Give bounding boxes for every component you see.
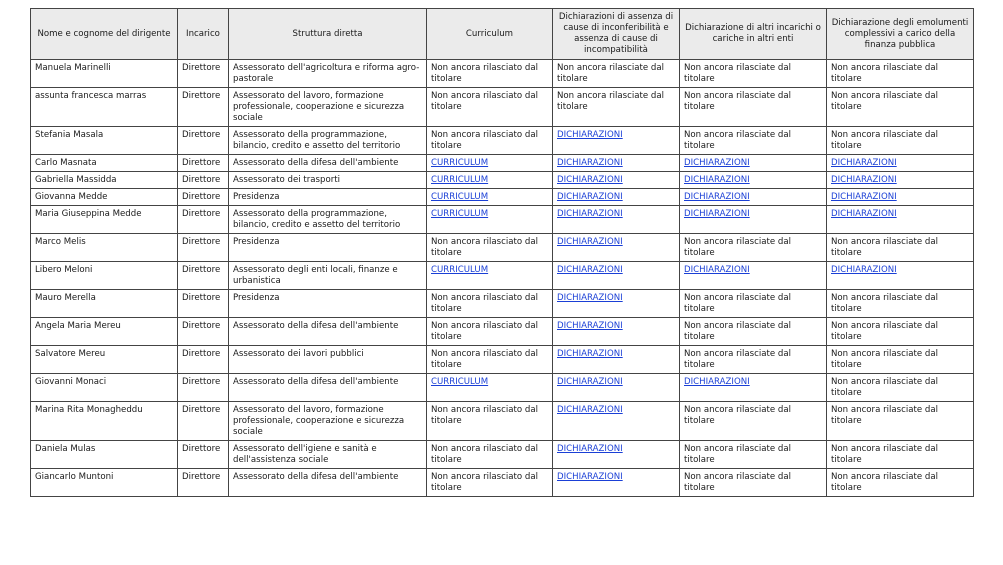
dichiarazioni-link[interactable]: DICHIARAZIONI (831, 192, 897, 202)
dichiarazioni-link[interactable]: DICHIARAZIONI (831, 175, 897, 185)
cell-nome: Salvatore Mereu (31, 346, 178, 374)
cell-curriculum: Non ancora rilasciato dal titolare (427, 469, 553, 497)
dichiarazioni-link[interactable]: DICHIARAZIONI (684, 377, 750, 387)
dichiarazioni-link[interactable]: DICHIARAZIONI (557, 237, 623, 247)
cell-dich-emolumenti: Non ancora rilasciate dal titolare (827, 88, 974, 127)
cell-dich-altri-incarichi: Non ancora rilasciate dal titolare (680, 88, 827, 127)
cell-struttura: Assessorato del lavoro, formazione professionale, cooperazione e sicurezza sociale (229, 88, 427, 127)
cell-incarico: Direttore (178, 402, 229, 441)
cell-curriculum (427, 189, 553, 206)
dichiarazioni-link[interactable]: DICHIARAZIONI (557, 209, 623, 219)
cell-incarico: Direttore (178, 88, 229, 127)
curriculum-link[interactable]: CURRICULUM (431, 209, 489, 219)
cell-dich-emolumenti: Non ancora rilasciate dal titolare (827, 318, 974, 346)
table-row (31, 234, 974, 262)
cell-dich-altri-incarichi (680, 206, 827, 234)
cell-dich-altri-incarichi (680, 172, 827, 189)
header-dich-inconferibilita: Dichiarazioni di assenza di cause di inconferibilità e assenza di cause di incompatibilità (553, 9, 680, 60)
cell-dich-inconferibilita (553, 402, 680, 441)
cell-curriculum (427, 374, 553, 402)
cell-nome: Stefania Masala (31, 127, 178, 155)
cell-struttura: Presidenza (229, 189, 427, 206)
header-dich-emolumenti: Dichiarazione degli emolumenti complessivi a carico della finanza pubblica (827, 9, 974, 60)
dichiarazioni-link[interactable]: DICHIARAZIONI (557, 175, 623, 185)
cell-dich-altri-incarichi: Non ancora rilasciate dal titolare (680, 346, 827, 374)
cell-dich-emolumenti: Non ancora rilasciate dal titolare (827, 290, 974, 318)
table-header-row (31, 9, 974, 60)
cell-nome: Libero Meloni (31, 262, 178, 290)
cell-nome: Giovanni Monaci (31, 374, 178, 402)
dichiarazioni-link[interactable]: DICHIARAZIONI (557, 349, 623, 359)
table-row (31, 206, 974, 234)
cell-dich-inconferibilita (553, 469, 680, 497)
cell-dich-inconferibilita (553, 346, 680, 374)
cell-curriculum: Non ancora rilasciato dal titolare (427, 88, 553, 127)
cell-curriculum: Non ancora rilasciato dal titolare (427, 346, 553, 374)
cell-nome: assunta francesca marras (31, 88, 178, 127)
dichiarazioni-link[interactable]: DICHIARAZIONI (557, 293, 623, 303)
cell-dich-inconferibilita: Non ancora rilasciate dal titolare (553, 60, 680, 88)
cell-dich-inconferibilita (553, 127, 680, 155)
curriculum-link[interactable]: CURRICULUM (431, 265, 489, 275)
dichiarazioni-link[interactable]: DICHIARAZIONI (557, 377, 623, 387)
table-row (31, 155, 974, 172)
cell-dich-inconferibilita (553, 155, 680, 172)
curriculum-link[interactable]: CURRICULUM (431, 158, 489, 168)
cell-dich-inconferibilita (553, 374, 680, 402)
cell-nome: Mauro Merella (31, 290, 178, 318)
cell-dich-altri-incarichi (680, 189, 827, 206)
cell-struttura: Assessorato dell'igiene e sanità e dell'assistenza sociale (229, 441, 427, 469)
cell-nome: Marco Melis (31, 234, 178, 262)
document-page (30, 8, 974, 497)
cell-incarico: Direttore (178, 60, 229, 88)
table-row (31, 318, 974, 346)
dichiarazioni-link[interactable]: DICHIARAZIONI (684, 175, 750, 185)
cell-dich-emolumenti: Non ancora rilasciate dal titolare (827, 127, 974, 155)
cell-struttura: Assessorato della programmazione, bilancio, credito e assetto del territorio (229, 127, 427, 155)
cell-struttura: Assessorato del lavoro, formazione professionale, cooperazione e sicurezza sociale (229, 402, 427, 441)
dichiarazioni-link[interactable]: DICHIARAZIONI (557, 158, 623, 168)
cell-nome: Maria Giuseppina Medde (31, 206, 178, 234)
cell-dich-inconferibilita (553, 290, 680, 318)
cell-struttura: Assessorato degli enti locali, finanze e urbanistica (229, 262, 427, 290)
cell-dich-inconferibilita (553, 262, 680, 290)
cell-struttura: Assessorato della difesa dell'ambiente (229, 155, 427, 172)
cell-dich-inconferibilita: Non ancora rilasciate dal titolare (553, 88, 680, 127)
cell-nome: Giovanna Medde (31, 189, 178, 206)
dichiarazioni-link[interactable]: DICHIARAZIONI (684, 265, 750, 275)
cell-dich-inconferibilita (553, 234, 680, 262)
cell-dich-altri-incarichi: Non ancora rilasciate dal titolare (680, 469, 827, 497)
cell-incarico: Direttore (178, 346, 229, 374)
cell-incarico: Direttore (178, 469, 229, 497)
cell-dich-inconferibilita (553, 189, 680, 206)
cell-incarico: Direttore (178, 234, 229, 262)
cell-curriculum: Non ancora rilasciato dal titolare (427, 318, 553, 346)
cell-nome: Angela Maria Mereu (31, 318, 178, 346)
cell-dich-emolumenti: Non ancora rilasciate dal titolare (827, 234, 974, 262)
table-row (31, 88, 974, 127)
cell-nome: Giancarlo Muntoni (31, 469, 178, 497)
cell-curriculum: Non ancora rilasciato dal titolare (427, 441, 553, 469)
cell-dich-altri-incarichi: Non ancora rilasciate dal titolare (680, 290, 827, 318)
header-dich-altri-incarichi: Dichiarazione di altri incarichi o cariche in altri enti (680, 9, 827, 60)
cell-curriculum: Non ancora rilasciato dal titolare (427, 290, 553, 318)
table-row (31, 127, 974, 155)
dichiarazioni-link[interactable]: DICHIARAZIONI (684, 192, 750, 202)
cell-curriculum: Non ancora rilasciato dal titolare (427, 60, 553, 88)
cell-struttura: Assessorato dei trasporti (229, 172, 427, 189)
cell-struttura: Assessorato dei lavori pubblici (229, 346, 427, 374)
dichiarazioni-link[interactable]: DICHIARAZIONI (684, 209, 750, 219)
cell-dich-altri-incarichi: Non ancora rilasciate dal titolare (680, 441, 827, 469)
cell-incarico: Direttore (178, 441, 229, 469)
cell-nome: Daniela Mulas (31, 441, 178, 469)
cell-struttura: Assessorato della difesa dell'ambiente (229, 318, 427, 346)
cell-struttura: Assessorato della difesa dell'ambiente (229, 469, 427, 497)
cell-dich-emolumenti: Non ancora rilasciate dal titolare (827, 60, 974, 88)
cell-nome: Manuela Marinelli (31, 60, 178, 88)
table-row (31, 469, 974, 497)
cell-incarico: Direttore (178, 262, 229, 290)
cell-nome: Gabriella Massidda (31, 172, 178, 189)
cell-incarico: Direttore (178, 172, 229, 189)
dichiarazioni-link[interactable]: DICHIARAZIONI (557, 444, 623, 454)
cell-dich-altri-incarichi: Non ancora rilasciate dal titolare (680, 318, 827, 346)
curriculum-link[interactable]: CURRICULUM (431, 192, 489, 202)
table-body (31, 60, 974, 497)
cell-incarico: Direttore (178, 374, 229, 402)
cell-dich-emolumenti (827, 262, 974, 290)
cell-dich-emolumenti (827, 155, 974, 172)
cell-dich-emolumenti (827, 206, 974, 234)
header-curriculum: Curriculum (427, 9, 553, 60)
dichiarazioni-link[interactable]: DICHIARAZIONI (557, 130, 623, 140)
cell-dich-inconferibilita (553, 441, 680, 469)
cell-dich-altri-incarichi: Non ancora rilasciate dal titolare (680, 234, 827, 262)
dichiarazioni-link[interactable]: DICHIARAZIONI (557, 321, 623, 331)
cell-struttura: Presidenza (229, 290, 427, 318)
cell-nome: Carlo Masnata (31, 155, 178, 172)
cell-dich-altri-incarichi (680, 262, 827, 290)
dichiarazioni-link[interactable]: DICHIARAZIONI (557, 265, 623, 275)
cell-nome: Marina Rita Monagheddu (31, 402, 178, 441)
header-struttura: Struttura diretta (229, 9, 427, 60)
cell-dich-emolumenti: Non ancora rilasciate dal titolare (827, 346, 974, 374)
cell-incarico: Direttore (178, 189, 229, 206)
header-incarico: Incarico (178, 9, 229, 60)
cell-dich-inconferibilita (553, 318, 680, 346)
header-nome: Nome e cognome del dirigente (31, 9, 178, 60)
cell-dich-altri-incarichi: Non ancora rilasciate dal titolare (680, 60, 827, 88)
dichiarazioni-link[interactable]: DICHIARAZIONI (831, 265, 897, 275)
dichiarazioni-link[interactable]: DICHIARAZIONI (557, 192, 623, 202)
dichiarazioni-link[interactable]: DICHIARAZIONI (831, 158, 897, 168)
cell-dich-altri-incarichi (680, 155, 827, 172)
cell-dich-emolumenti: Non ancora rilasciate dal titolare (827, 402, 974, 441)
dirigenti-table (30, 8, 974, 497)
cell-incarico: Direttore (178, 127, 229, 155)
cell-dich-altri-incarichi: Non ancora rilasciate dal titolare (680, 127, 827, 155)
table-row (31, 374, 974, 402)
cell-dich-emolumenti (827, 172, 974, 189)
cell-dich-emolumenti: Non ancora rilasciate dal titolare (827, 374, 974, 402)
cell-curriculum: Non ancora rilasciato dal titolare (427, 234, 553, 262)
cell-dich-emolumenti (827, 189, 974, 206)
cell-incarico: Direttore (178, 155, 229, 172)
cell-incarico: Direttore (178, 290, 229, 318)
cell-curriculum: Non ancora rilasciato dal titolare (427, 127, 553, 155)
dichiarazioni-link[interactable]: DICHIARAZIONI (831, 209, 897, 219)
cell-dich-emolumenti: Non ancora rilasciate dal titolare (827, 469, 974, 497)
curriculum-link[interactable]: CURRICULUM (431, 175, 489, 185)
cell-struttura: Assessorato dell'agricoltura e riforma agro-pastorale (229, 60, 427, 88)
table-row (31, 262, 974, 290)
cell-struttura: Assessorato della difesa dell'ambiente (229, 374, 427, 402)
cell-curriculum (427, 155, 553, 172)
table-row (31, 172, 974, 189)
cell-dich-inconferibilita (553, 172, 680, 189)
cell-dich-emolumenti: Non ancora rilasciate dal titolare (827, 441, 974, 469)
cell-curriculum (427, 172, 553, 189)
table-row (31, 60, 974, 88)
dichiarazioni-link[interactable]: DICHIARAZIONI (557, 405, 623, 415)
dichiarazioni-link[interactable]: DICHIARAZIONI (557, 472, 623, 482)
table-row (31, 346, 974, 374)
cell-curriculum (427, 206, 553, 234)
cell-dich-altri-incarichi (680, 374, 827, 402)
cell-incarico: Direttore (178, 318, 229, 346)
cell-struttura: Assessorato della programmazione, bilancio, credito e assetto del territorio (229, 206, 427, 234)
cell-curriculum (427, 262, 553, 290)
cell-struttura: Presidenza (229, 234, 427, 262)
curriculum-link[interactable]: CURRICULUM (431, 377, 489, 387)
table-row (31, 189, 974, 206)
table-row (31, 402, 974, 441)
cell-curriculum: Non ancora rilasciato dal titolare (427, 402, 553, 441)
cell-incarico: Direttore (178, 206, 229, 234)
table-row (31, 441, 974, 469)
table-row (31, 290, 974, 318)
cell-dich-inconferibilita (553, 206, 680, 234)
cell-dich-altri-incarichi: Non ancora rilasciate dal titolare (680, 402, 827, 441)
dichiarazioni-link[interactable]: DICHIARAZIONI (684, 158, 750, 168)
